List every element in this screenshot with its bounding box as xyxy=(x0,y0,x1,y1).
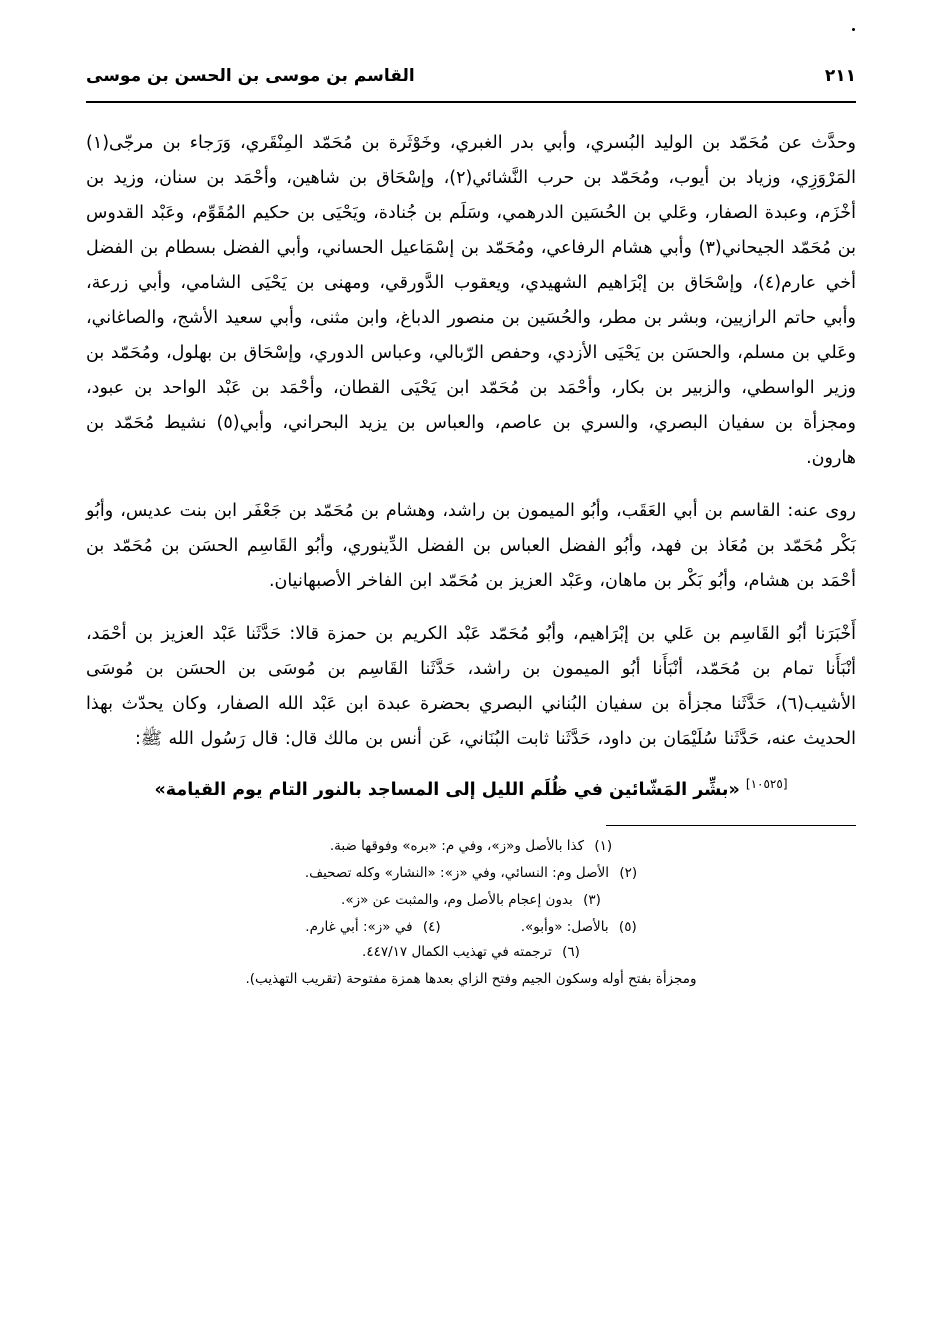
footnote-item xyxy=(521,915,637,940)
footnote-item xyxy=(86,967,856,992)
footnote-marker: (٦) xyxy=(562,943,580,960)
footnote-text: الأصل وم: النسائي، وفي «ز»: «النشار» وكله تصحيف. xyxy=(304,865,610,882)
footnote-item xyxy=(86,940,856,965)
footnote-separator xyxy=(606,825,856,826)
page-content xyxy=(86,126,856,994)
header-rule xyxy=(86,101,856,103)
footnote-text: ترجمته في تهذيب الكمال ٤٤٧/١٧. xyxy=(362,943,552,960)
footnote-item xyxy=(86,861,856,886)
footnote-text: كذا بالأصل و«ز»، وفي م: «بره» وفوقها ضبة. xyxy=(329,838,585,855)
footnote-text: ومجزأة بفتح أوله وسكون الجيم وفتح الزاي بعدها همزة مفتوحة (تقريب التهذيب). xyxy=(245,970,697,987)
paragraph-narrators-from: وحدَّث عن مُحَمّد بن الوليد البُسري، وأبي بدر الغبري، وخَوْثَرة بن مُحَمّد المِنْقَري، وَرَجاء بن مرجّى(١) المَرْوَزِي، وزياد بن أيوب، ومُحَمّد بن حرب النَّشائي(٢)، وإسْحَاق بن شاهين، وأحْمَد بن سنان، وزيد بن أخْزَم، وعبدة الصفار، وعَلي بن الحُسَين الدرهمي، وسَلَم بن جُنادة، ويَحْيَى بن حكيم المُقَوِّم، وعَبْد القدوس بن مُحَمّد الجيحاني(٣) وأبي هشام الرفاعي، ومُحَمّد بن إسْمَاعيل الحساني، وأبي الفضل بسطام بن الفضل أخي عارم(٤)، وإسْحَاق بن إبْرَاهيم الشهيدي، ويعقوب الدَّورقي، ومهنى بن يَحْيَى الشامي، وأبي زرعة، وأبي حاتم الرازيين، وبشر بن مطر، والحُسَين بن منصور الدباغ، وابن مثنى، وأبي سعيد الأشج، والصاغاني، وعَلي بن مسلم، والحسَن بن يَحْيَى الأزدي، وحفص الرّبالي، وعباس الدوري، وإسْحَاق بن بهلول، ومُحَمّد بن وزير الواسطي، والزبير بن بكار، وأحْمَد بن مُحَمّد ابن يَحْيَى القطان، وأحْمَد بن عَبْد الواحد بن عبود، ومجزأة بن سفيان البصري، والسري بن عاصم، والعباس بن يزيد البحراني، وأبي(٥) نشيط مُحَمّد بن هارون. xyxy=(86,133,856,468)
footnote-text: بالأصل: «وأبو». xyxy=(520,918,609,935)
hadith-ref: [١٠٥٢٥] xyxy=(745,777,788,791)
running-title: القاسم بن موسى بن الحسن بن موسى xyxy=(86,66,415,86)
page-header xyxy=(86,66,856,86)
paragraph-narrators-to: روى عنه: القاسم بن أبي العَقَب، وأبُو الميمون بن راشد، وهشام بن مُحَمّد بن جَعْفَر ابن بنت عديس، وأبُو بَكْر مُحَمّد بن مُعَاذ بن فهد، وأبُو الفضل العباس بن الفضل الدِّينوري، وأبُو القَاسِم الحسَن بن مُحَمّد بن أحْمَد بن هشام، وأبُو بَكْر بن ماهان، وعَبْد العزيز بن مُحَمّد ابن الفاخر الأصبهانيان. xyxy=(86,501,856,591)
footnote-item xyxy=(86,888,856,913)
hadith-text xyxy=(86,773,856,807)
footnote-item xyxy=(86,834,856,859)
footnote-text: بدون إعجام بالأصل وم، والمثبت عن «ز». xyxy=(341,892,573,909)
footnote-marker: (٣) xyxy=(583,892,601,909)
footnote-text: في «ز»: أبي غارم. xyxy=(305,918,413,935)
page-number: ٢١١ xyxy=(824,66,856,86)
footnote-marker: (٢) xyxy=(619,865,638,882)
footnote-row-pair xyxy=(86,915,856,940)
hadith-body: «بشِّر المَشّائين في ظُلَم الليل إلى المساجد بالنور التام يوم القيامة» xyxy=(154,779,740,800)
footnote-marker: (٤) xyxy=(422,918,441,935)
footnote-item xyxy=(305,915,440,940)
page-corner-mark xyxy=(852,28,855,31)
footnote-marker: (٥) xyxy=(618,918,637,935)
footnote-marker: (١) xyxy=(594,838,613,855)
footnotes xyxy=(86,834,856,992)
paragraph-isnad: أَخْبَرَنا أبُو القَاسِم بن عَلي بن إبْرَاهيم، وأبُو مُحَمّد عَبْد الكريم بن حمزة قالا: حَدَّثَنا عَبْد العزيز بن أحْمَد، أنْبَأَنا تمام بن مُحَمّد، أنْبَأَنا أبُو الميمون بن راشد، حَدَّثَنا القَاسِم بن مُوسَى بن الحسَن بن مُوسَى الأشيب(٦)، حَدَّثَنا مجزأة بن سفيان البُناني البصري بحضرة عبدة ابن عَبْد الله الصفار، وكان يحدّث بهذا الحديث عنه، حَدَّثَنا سُلَيْمَان بن داود، حَدَّثَنا ثابت البُنَاني، عَن أنس بن مالك قال: قال رَسُول الله ﷺ: xyxy=(86,624,856,749)
